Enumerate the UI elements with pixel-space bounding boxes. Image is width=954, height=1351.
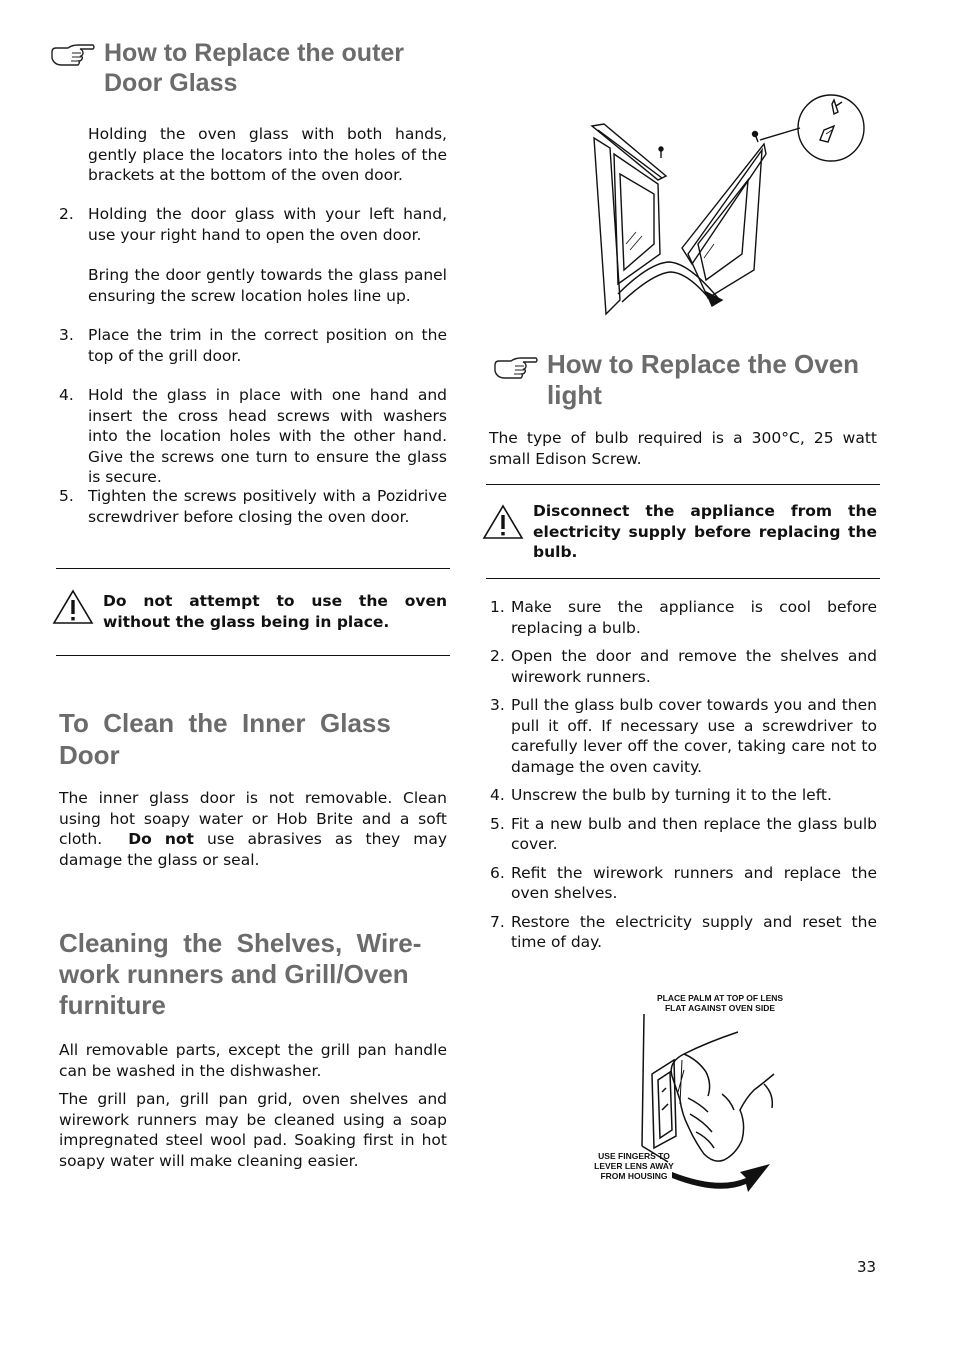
section-heading-oven-light bbox=[547, 349, 859, 411]
warning-triangle-icon bbox=[482, 504, 524, 540]
warning-disconnect-text: Disconnect the appliance from the electricity supply before replacing the bulb. bbox=[533, 502, 877, 561]
step-2-text-a: Holding the door glass with your left hand, use your right hand to open the oven door. bbox=[88, 205, 447, 244]
shelves-para-1: All removable parts, except the grill pan handle can be washed in the dishwasher. bbox=[59, 1041, 447, 1080]
step-number: 4. bbox=[59, 386, 74, 404]
step-number: 1. bbox=[490, 598, 505, 616]
heading-line: How to Replace the Oven bbox=[547, 349, 860, 379]
warning-glass-text: Do not attempt to use the oven without the glass being in place. bbox=[103, 592, 447, 631]
figure-label-top bbox=[645, 993, 795, 1013]
heading-line: Door Glass bbox=[104, 69, 238, 97]
step-text: Make sure the appliance is cool before replacing a bulb. bbox=[511, 598, 877, 637]
pointing-hand-icon bbox=[493, 355, 539, 381]
step-number: 7. bbox=[490, 912, 505, 931]
section-heading-inner-glass bbox=[59, 707, 449, 771]
label-line: FLAT AGAINST OVEN SIDE bbox=[664, 1003, 776, 1013]
divider-rule bbox=[486, 578, 880, 579]
step-text: Refit the wirework runners and replace the oven shelves. bbox=[511, 863, 877, 902]
list-item bbox=[481, 597, 877, 638]
heading-line: Door bbox=[59, 740, 120, 770]
section-heading-outer-glass bbox=[104, 38, 404, 98]
heading-line: light bbox=[547, 380, 602, 410]
divider-rule bbox=[56, 568, 450, 569]
step-3-text: Place the trim in the correct position on the top of the grill door. bbox=[88, 326, 447, 365]
shelves-para-2: The grill pan, grill pan grid, oven shelves and wirework runners may be cleaned using a soap impregnated steel wool pad. Soaking first in hot soapy water will make cleaning easier. bbox=[59, 1090, 447, 1170]
step-text: Pull the glass bulb cover towards you and then pull it off. If necessary use a screwdriver to carefully lever off the cover, taking care not to damage the oven cavity. bbox=[511, 696, 877, 776]
outer-glass-intro: Holding the oven glass with both hands, gently place the locators into the holes of the brackets at the bottom of the oven door. bbox=[88, 125, 447, 184]
lens-removal-illustration bbox=[628, 1014, 788, 1192]
door-glass-illustration bbox=[588, 94, 870, 316]
heading-line: Cleaning the Shelves, Wire- bbox=[59, 928, 422, 958]
list-item bbox=[481, 695, 877, 777]
inner-glass-text-b: use abrasives as they may damage the glass or seal. bbox=[59, 830, 447, 869]
step-number: 4. bbox=[490, 786, 505, 804]
warning-triangle-icon bbox=[52, 589, 94, 625]
inner-glass-text-a: The inner glass door is not removable. Clean using hot soapy water or Hob Brite and a soft cloth. bbox=[59, 789, 447, 848]
step-5-text: Tighten the screws positively with a Pozidrive screwdriver before closing the oven door. bbox=[88, 487, 447, 526]
heading-line: How to Replace the outer bbox=[104, 39, 405, 67]
step-text: Restore the electricity supply and reset the time of day. bbox=[511, 912, 877, 951]
label-line: PLACE PALM AT TOP OF LENS bbox=[656, 993, 784, 1003]
list-item bbox=[481, 863, 877, 904]
divider-rule bbox=[486, 484, 880, 485]
section-heading-shelves bbox=[59, 928, 449, 1021]
list-item bbox=[481, 814, 877, 855]
label-line: LEVER LENS AWAY bbox=[594, 1161, 674, 1171]
step-number: 3. bbox=[490, 696, 505, 714]
divider-rule bbox=[56, 655, 450, 656]
list-item bbox=[481, 785, 877, 806]
heading-line: work runners and Grill/Oven bbox=[59, 959, 409, 989]
label-line: USE FINGERS TO bbox=[598, 1151, 670, 1161]
page-number: 33 bbox=[857, 1258, 877, 1276]
heading-line: furniture bbox=[59, 990, 166, 1020]
inner-glass-do: Do bbox=[128, 830, 152, 848]
step-number: 6. bbox=[490, 863, 505, 882]
step-2-text-b: Bring the door gently towards the glass panel ensuring the screw location holes line up. bbox=[88, 266, 447, 305]
oven-light-steps bbox=[481, 597, 877, 953]
label-line: FROM HOUSING bbox=[600, 1171, 668, 1181]
inner-glass-text bbox=[59, 788, 447, 870]
list-item bbox=[481, 912, 877, 953]
step-text: Unscrew the bulb by turning it to the left. bbox=[511, 786, 832, 804]
step-number: 2. bbox=[490, 647, 505, 665]
step-4-text: Hold the glass in place with one hand and insert the cross head screws with washers into the location holes with the other hand. Give the screws one turn to ensure the glass is secure. bbox=[88, 386, 447, 486]
step-number: 2. bbox=[59, 205, 74, 223]
step-text: Fit a new bulb and then replace the glass bulb cover. bbox=[511, 814, 877, 853]
step-number: 5. bbox=[59, 487, 74, 505]
inner-glass-not: not bbox=[164, 830, 194, 848]
heading-line: To Clean the Inner Glass bbox=[59, 708, 391, 738]
step-number: 5. bbox=[490, 814, 505, 833]
list-item bbox=[481, 646, 877, 687]
step-number: 3. bbox=[59, 326, 74, 344]
bulb-type-text: The type of bulb required is a 300°C, 25 watt small Edison Screw. bbox=[489, 429, 877, 468]
pointing-hand-icon bbox=[50, 42, 96, 68]
step-text: Open the door and remove the shelves and wirework runners. bbox=[511, 647, 877, 686]
